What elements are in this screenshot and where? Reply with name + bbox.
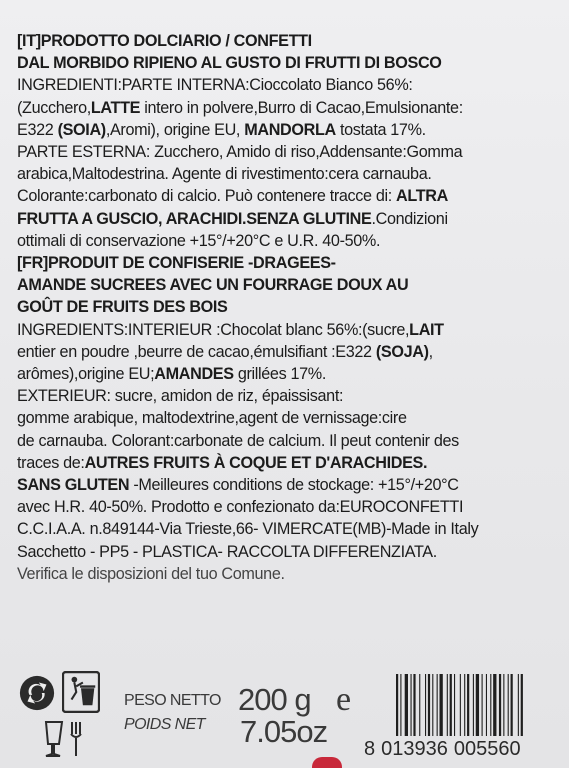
plain-text: PARTE ESTERNA: Zucchero, Amido di riso,Addensante:Gomma [17, 143, 463, 162]
barcode-bar [493, 674, 496, 736]
text-line [17, 252, 569, 274]
estimated-sign-icon [334, 684, 374, 714]
bold-text: AUTRES FRUITS À COQUE ET D'ARACHIDES. [84, 453, 428, 472]
barcode-bar [447, 674, 448, 736]
text-line [17, 407, 569, 429]
barcode-bar [450, 674, 452, 736]
text-line [17, 341, 569, 363]
barcode-bar [400, 674, 401, 736]
bold-text: LAIT [409, 320, 444, 339]
bold-text: DAL MORBIDO RIPIENO AL GUSTO DI FRUTTI DI BOSCO [17, 54, 442, 73]
plain-text: EXTERIEUR: sucre, amidon de riz, épaissisant: [17, 387, 344, 406]
glass-fork-icon [42, 720, 94, 760]
text-line [17, 430, 569, 452]
plain-text: tostata 17%. [335, 120, 426, 139]
text-line [17, 119, 569, 141]
text-line [17, 185, 569, 207]
net-weight-ounces: 7.05oz [240, 714, 328, 749]
barcode [394, 674, 566, 736]
bold-text: (SOJA) [375, 342, 429, 361]
text-line [17, 385, 569, 407]
net-weight-grams: 200 g [238, 682, 311, 717]
plain-text: de carnauba. Colorant:carbonate de calcium. Il peut contenir des [17, 431, 459, 450]
barcode-bar [440, 674, 443, 736]
recycle-icon [18, 674, 56, 712]
barcode-bar [482, 674, 483, 736]
barcode-bar [467, 674, 469, 736]
net-weight-label-fr: POIDS NET [124, 716, 205, 733]
barcode-bar [511, 674, 513, 736]
barcode-bar [476, 674, 479, 736]
plain-text: traces de: [17, 453, 85, 472]
barcode-bar [518, 674, 519, 736]
plain-text: entier en poudre ,beurre de cacao,émulsifiant :E322 [17, 342, 376, 361]
barcode-bar [460, 674, 461, 736]
barcode-bar [508, 674, 509, 736]
barcode-bar [486, 674, 487, 736]
barcode-bar [411, 674, 412, 736]
text-line [17, 52, 569, 74]
barcode-bar [419, 674, 420, 736]
text-line [17, 74, 569, 96]
barcode-bar [490, 674, 491, 736]
bold-text: LATTE [90, 98, 141, 117]
bold-text: SANS GLUTEN [17, 476, 130, 495]
plain-text: INGREDIENTI:PARTE INTERNA:Cioccolato Bianco 56%: [17, 76, 413, 95]
barcode-bar [521, 674, 523, 736]
barcode-bar [454, 674, 455, 736]
text-line [17, 319, 569, 341]
text-line [17, 30, 569, 52]
text-line [17, 274, 569, 296]
barcode-bar [503, 674, 504, 736]
tidyman-bin-icon [62, 671, 100, 713]
bold-text: FRUTTA A GUSCIO, ARACHIDI.SENZA GLUTINE [17, 209, 372, 228]
barcode-digit-group: 005560 [453, 738, 521, 760]
packaging-edge [312, 757, 342, 768]
estimate-mark: e [336, 684, 352, 714]
barcode-bar [428, 674, 430, 736]
plain-text: C.C.I.A.A. n.849144-Via Trieste,66- VIMERCATE(MB)-Made in Italy [17, 520, 479, 539]
text-line [17, 563, 569, 585]
plain-text: E322 [17, 120, 58, 139]
barcode-bar [396, 674, 398, 736]
text-line [17, 541, 569, 563]
text-line [17, 208, 569, 230]
barcode-bar [432, 674, 433, 736]
plain-text: Sacchetto - PP5 - PLASTICA- RACCOLTA DIFFERENZIATA. [17, 542, 437, 561]
bold-text: [FR]PRODUIT DE CONFISERIE -DRAGEES- [17, 254, 336, 273]
barcode-digit-group: 013936 [381, 738, 448, 760]
plain-text: (Zucchero, [17, 98, 91, 117]
plain-text: .Condizioni [371, 209, 448, 228]
text-line [17, 474, 569, 496]
plain-text: Colorante:carbonato di calcio. Può contenere tracce di: [17, 187, 397, 206]
net-weight-label-it: PESO NETTO [124, 692, 221, 709]
plain-text: -Meilleures conditions de stockage: +15°/+20°C [129, 476, 459, 495]
plain-text: ,Aromi), origine EU, [105, 120, 245, 139]
plain-text: , [428, 342, 433, 361]
plain-text: ottimali di conservazione +15°/+20°C e U.R. 40-50%. [17, 231, 381, 250]
text-line [17, 363, 569, 385]
plain-text: grillées 17%. [233, 365, 326, 384]
barcode-bar [413, 674, 415, 736]
plain-text: avec H.R. 40-50%. Prodotto e confezionato da:EUROCONFETTI [17, 498, 464, 517]
barcode-bar [499, 674, 501, 736]
plain-text: INGREDIENTS:INTERIEUR :Chocolat blanc 56%:(sucre, [17, 320, 410, 339]
text-line [17, 496, 569, 518]
plain-text: arômes),origine EU; [17, 365, 155, 384]
barcode-bar [437, 674, 438, 736]
barcode-bar [405, 674, 408, 736]
text-line [17, 163, 569, 185]
text-line [17, 296, 569, 318]
bold-text: [IT]PRODOTTO DOLCIARIO / CONFETTI [17, 32, 312, 50]
barcode-digits [364, 738, 527, 761]
barcode-digit-group: 8 [364, 738, 376, 760]
ingredients-text [17, 30, 569, 585]
bold-text: MANDORLA [244, 120, 336, 139]
bold-text: AMANDE SUCREES AVEC UN FOURRAGE DOUX AU [17, 276, 409, 295]
text-line [17, 452, 569, 474]
text-line [17, 141, 569, 163]
bold-text: ALTRA [396, 187, 448, 206]
barcode-bar [473, 674, 474, 736]
bold-text: AMANDES [154, 365, 234, 384]
text-line [17, 97, 569, 119]
text-line [17, 230, 569, 252]
plain-text: arabica,Maltodestrina. Agente di rivestimento:cera carnauba. [17, 165, 432, 184]
bold-text: GOÛT DE FRUITS DES BOIS [17, 298, 228, 317]
plain-text: gomme arabique, maltodextrine,agent de vernissage:cire [17, 409, 407, 428]
plain-text: Verifica le disposizioni del tuo Comune. [17, 564, 285, 583]
text-line [17, 518, 569, 540]
bold-text: (SOIA) [57, 120, 106, 139]
plain-text: intero in polvere,Burro di Cacao,Emulsionante: [140, 98, 463, 117]
barcode-bar [464, 674, 465, 736]
barcode-bar [425, 674, 426, 736]
